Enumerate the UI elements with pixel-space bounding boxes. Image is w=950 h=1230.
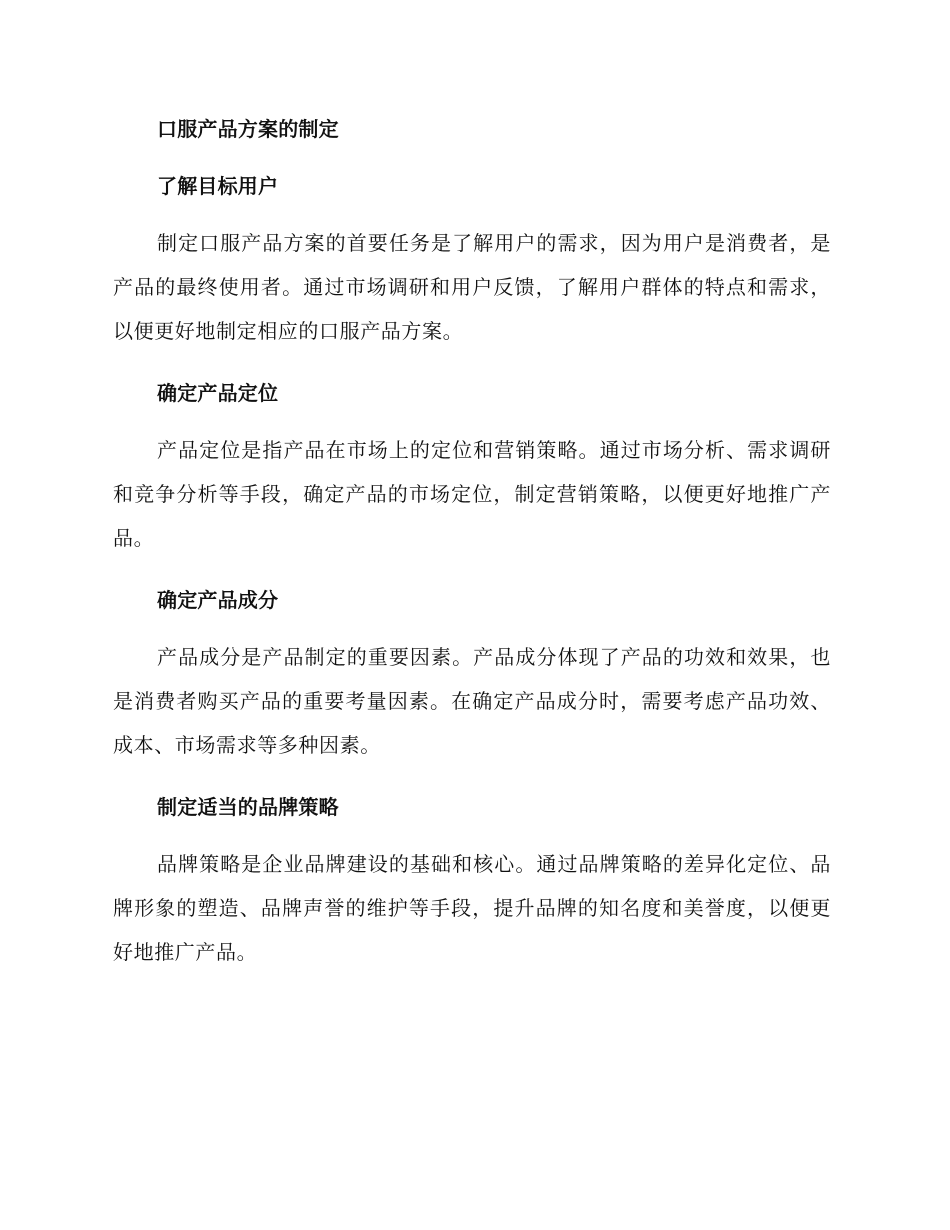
section-heading-positioning: 确定产品定位 [157, 381, 279, 405]
section-heading-target-users: 了解目标用户 [157, 174, 279, 198]
section-paragraph-ingredients: 产品成分是产品制定的重要因素。产品成分体现了产品的功效和效果，也是消费者购买产品的重要考量因素。在确定产品成分时，需要考虑产品功效、成本、市场需求等多种因素。 [113, 645, 831, 757]
section-heading-brand-strategy: 制定适当的品牌策略 [157, 795, 339, 819]
document-title: 口服产品方案的制定 [157, 117, 339, 141]
section-paragraph-brand-strategy: 品牌策略是企业品牌建设的基础和核心。通过品牌策略的差异化定位、品牌形象的塑造、品牌声誉的维护等手段，提升品牌的知名度和美誉度，以便更好地推广产品。 [113, 852, 831, 964]
section-paragraph-target-users: 制定口服产品方案的首要任务是了解用户的需求，因为用户是消费者，是产品的最终使用者。通过市场调研和用户反馈，了解用户群体的特点和需求，以便更好地制定相应的口服产品方案。 [113, 231, 831, 343]
section-heading-ingredients: 确定产品成分 [157, 588, 279, 612]
section-paragraph-positioning: 产品定位是指产品在市场上的定位和营销策略。通过市场分析、需求调研和竞争分析等手段，确定产品的市场定位，制定营销策略，以便更好地推广产品。 [113, 438, 831, 550]
document-body [113, 112, 831, 997]
